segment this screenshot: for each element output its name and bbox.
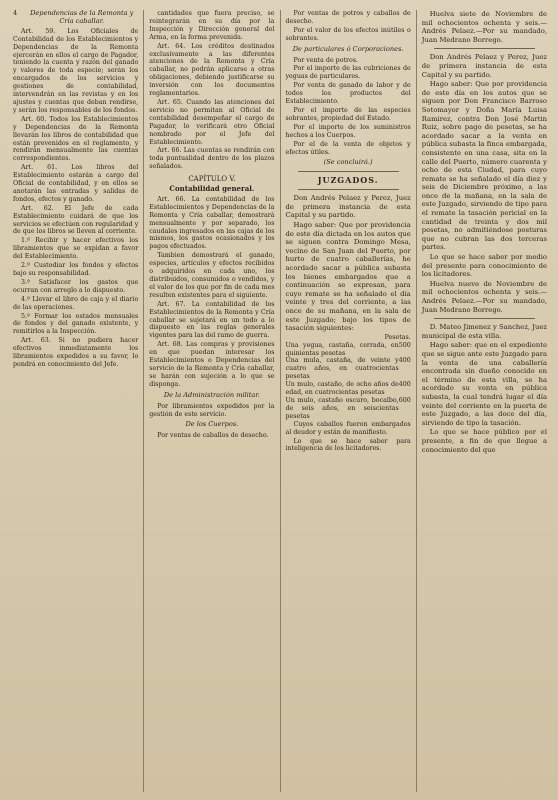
column-3	[281, 10, 417, 792]
section-heading: De la Administración militar.	[163, 390, 260, 399]
price-value: 400	[398, 357, 411, 365]
section-heading: De los Cuerpos.	[185, 420, 239, 429]
paragraph: Art. 59. Los Oficiales de Contabilidad de los Establecimientos y Dependencias de la Remonta ejercerán en ellos el cargo de Pagador, teniendo la cuenta y razón del ganado y valores de toda especie; serán los encargados de los servicios y gestiones de contabilidad, intervendrán en las revistas y en los ajustes y cuentas que deban rendirse, y serán los responsables de los fondos.	[13, 27, 139, 114]
paragraph: Por el importe de las especies sobrantes, propiedad del Estado.	[285, 106, 411, 122]
paragraph: 3.º Satisfacer los gastos que ocurran con arreglo a lo dispuesto.	[13, 278, 139, 294]
section-title: JUZGADOS.	[317, 175, 379, 186]
paragraph: Art. 66. La contabilidad de los Establecimientos y Dependencias de la Remonta y Cría caballar, demostrará mensualmente y por separado, los caudales ingresados en las cajas de los mismos, los gastos ocasionados y los pagos efectuados.	[149, 195, 275, 251]
paragraph: Por venta de ganado de labor y de todos los productos del Establecimiento.	[285, 82, 411, 106]
price-desc: Una mula, castaña, de veinte y cuatro años, en cuatrocientas pesetas	[285, 357, 399, 381]
prices-label: Pesetas.	[384, 333, 411, 341]
paragraph: Por venta de potros.	[293, 56, 359, 64]
paragraph: Art. 63. Si no pudiera hacer efectivos inmediatamente los libramientos expedidos a su favor, lo pondrá en conocimiento del Jefe.	[13, 337, 139, 368]
paragraph: 4.º Llevar el libro de caja y el diario de las operaciones.	[13, 295, 139, 311]
column-1	[8, 10, 144, 792]
paragraph: Art. 60. Todos los Establecimientos y Dependencias de la Remonta llevarán los libros de contabilidad que están prevenidos en el reglamento, y rendirán mensualmente las cuentas correspondientes.	[13, 115, 139, 163]
paragraph: Don Andrés Pelaez y Perez, Juez de primera instancia de esta Capital y su partido.	[421, 53, 547, 79]
paragraph: 5.º Formar los estados mensuales de fondos y del ganado existente, y remitirlos a la Inspección.	[13, 312, 139, 336]
paragraph: Por ventas de potros y caballos de desecho.	[285, 10, 411, 25]
paragraph: Art. 65. Cuando las atenciones del servicio no permitan al Oficial de contabilidad desempeñar el cargo de Pagador, lo verificará otro Oficial nombrado por el Jefe del Establecimiento.	[149, 98, 275, 146]
price-value: 500	[398, 341, 411, 349]
column-2	[144, 10, 280, 792]
paragraph: Art. 64. Los créditos destinados exclusivamente a las diferentes atenciones de la Remonta y Cría caballar, no podrán aplicarse a otras obligaciones, debiendo justificarse su inversión con los documentos reglamentarios.	[149, 42, 275, 98]
price-value: 600	[398, 396, 411, 404]
price-value: 400	[398, 381, 411, 389]
page-number: 4	[13, 10, 18, 17]
paragraph: Art. 61. Los libros del Establecimiento estarán a cargo del Oficial de contabilidad, y en ellos se anotarán las entradas y salidas de fondos, efectos y ganado.	[13, 164, 139, 203]
paragraph: Art. 66. Las cuentas se rendirán con toda puntualidad dentro de los plazos señalados.	[149, 147, 275, 171]
divider	[298, 189, 399, 190]
paragraph: Hago saber: Que por providencia de este día dictada en los autos que se siguen contra Domingo Mesa, vecino de San Juan del Puerto, por hurto de cuatro caballerías, he acordado sacar a pública subasta los bienes embargados que a continuación se expresan, para cuyo remate se ha señalado el día veinte y tres del corriente, a las once de su mañana, en la sala de este Juzgado; bajo los tipos de tasación siguientes:	[285, 221, 411, 333]
chapter-title: CAPÍTULO V.	[188, 175, 236, 184]
running-header	[13, 10, 138, 26]
price-row	[286, 342, 411, 358]
paragraph: Por libramientos expedidos por la gestión de este servicio.	[149, 402, 275, 418]
paragraph: Por el de la venta de objetos y efectos útiles.	[285, 140, 411, 156]
divider	[298, 171, 399, 172]
paragraph: Lo que se hace público por el presente, a fin de que llegue a conocimiento del que	[421, 428, 547, 454]
paragraph: Huelva siete de Noviembre de mil ochocientos ochenta y seis.—Andrés Pelaez.—Por su mandado, Juan Medrano Borrego.	[421, 10, 547, 44]
price-desc: Un mulo, castaño, de ocho años de edad, en cuatrocientas pesetas	[285, 381, 399, 397]
paragraph: D. Mateo Jimenez y Sanchez, Juez municipal de esta villa.	[421, 323, 547, 340]
paragraph: Por el importe de las cubriciones de yeguas de particulares.	[285, 65, 411, 81]
paragraph: Art. 62. El Jefe de cada Establecimiento cuidará de que los servicios se efectúen con regularidad y de que los libros se lleven al corriente.	[13, 204, 139, 236]
paragraph: Por ventas de caballos de desecho.	[157, 432, 269, 440]
paragraph: Art. 67. La contabilidad de los Establecimientos de la Remonta y Cría caballar se sujetará en un todo a lo dispuesto en las reglas generales vigentes para las del ramo de guerra.	[149, 300, 275, 340]
paragraph: Por el valor de los efectos inútiles o sobrantes.	[285, 26, 411, 42]
divider	[434, 318, 535, 319]
paragraph: 1.º Recibir y hacer efectivos los libramientos que se expidan a favor del Establecimiento.	[13, 237, 139, 261]
columns	[8, 10, 552, 792]
running-title: Dependencias de la Remonta y Cría caballar.	[30, 10, 134, 25]
price-row	[286, 397, 411, 421]
paragraph: Por el importe de los suministros hechos a los Cuerpos.	[285, 123, 411, 139]
price-row	[286, 357, 411, 381]
paragraph: Tambien demostrará el ganado, especies, artículos y efectos recibidos o adquiridos en cada uno, los distribuidos, consumidos o vendidos, y el valor de los que por fin de cada mes resulten existentes para el siguiente.	[149, 252, 275, 299]
paragraph: Huelva nueve de Noviembre de mil ochocientos ochenta y seis.—Andrés Pelaez.—Por su mandado, Juan Medrano Borrego.	[421, 279, 547, 314]
chapter-subtitle: Contabilidad general.	[169, 184, 255, 194]
paragraph: Lo que se hace saber por medio del presente para conocimiento de los licitadores.	[421, 253, 547, 279]
paragraph: cantidades que fuera preciso, se reintegrarán en su día por la Inspección y Dirección general del Arma, en la forma prevenida.	[149, 10, 275, 41]
paragraph: Cuyos caballos fueron embargados al deudor y están de manifiesto.	[285, 420, 411, 436]
column-4	[417, 10, 552, 792]
price-desc: Un mulo, castaño oscuro, bocalbo, de seis años, en seiscientas pesetas	[285, 396, 399, 420]
divider	[434, 48, 535, 49]
paragraph: Hago saber: Que por providencia de este día en los autos que se siguen por Don Francisco Barroso Sotomayor y Doña María Luisa Ramirez, contra Don José Martin Ruiz, sobre pago de pesetas, se ha acordado sacar a la venta en pública subasta la finca embargada, consistente en una casa, sita en la calle del Puerto, número cuarenta y ocho de esta Ciudad, para cuyo remate se ha señalado el día diez y seis de Diciembre próximo, a las once de la mañana, en la sala de este Juzgado, sirviendo de tipo para el remate la tasación pericial en la cantidad de treinta y dos mil pesetas, no admitiéndose posturas que no cubran las dos terceras partes.	[421, 80, 547, 252]
paragraph: Lo que se hace saber para inteligencia de los licitadores.	[285, 437, 411, 453]
price-desc: Una yegua, castaña, cerrada, en quinientas pesetas	[285, 341, 399, 357]
price-row	[286, 381, 411, 397]
paragraph: Don Andrés Pelaez y Perez, Juez de primera instancia de esta Capital y su partido.	[285, 194, 411, 220]
section-heading: De particulares ó Corporaciones.	[292, 44, 404, 53]
to-be-concluded: (Se concluirá.)	[323, 158, 373, 167]
paragraph: 2.º Custodiar los fondos y efectos bajo su responsabilidad.	[13, 262, 139, 277]
paragraph: Art. 68. Las compras y provisiones en que puedan interesar los Establecimientos o Dependencias del servicio de la Remonta y Cría caballar, se harán con sujeción a lo que se disponga.	[149, 341, 275, 388]
paragraph: Hago saber: que en el expediente que se sigue ante este Juzgado para la venta de una caballería encontrada sin dueño conocido en el término de esta villa, se ha acordado su venta en pública subasta, la cual tendrá lugar el día veinte del corriente en la puerta de este Juzgado, a las doce del día, sirviendo de tipo la tasación.	[421, 341, 547, 427]
